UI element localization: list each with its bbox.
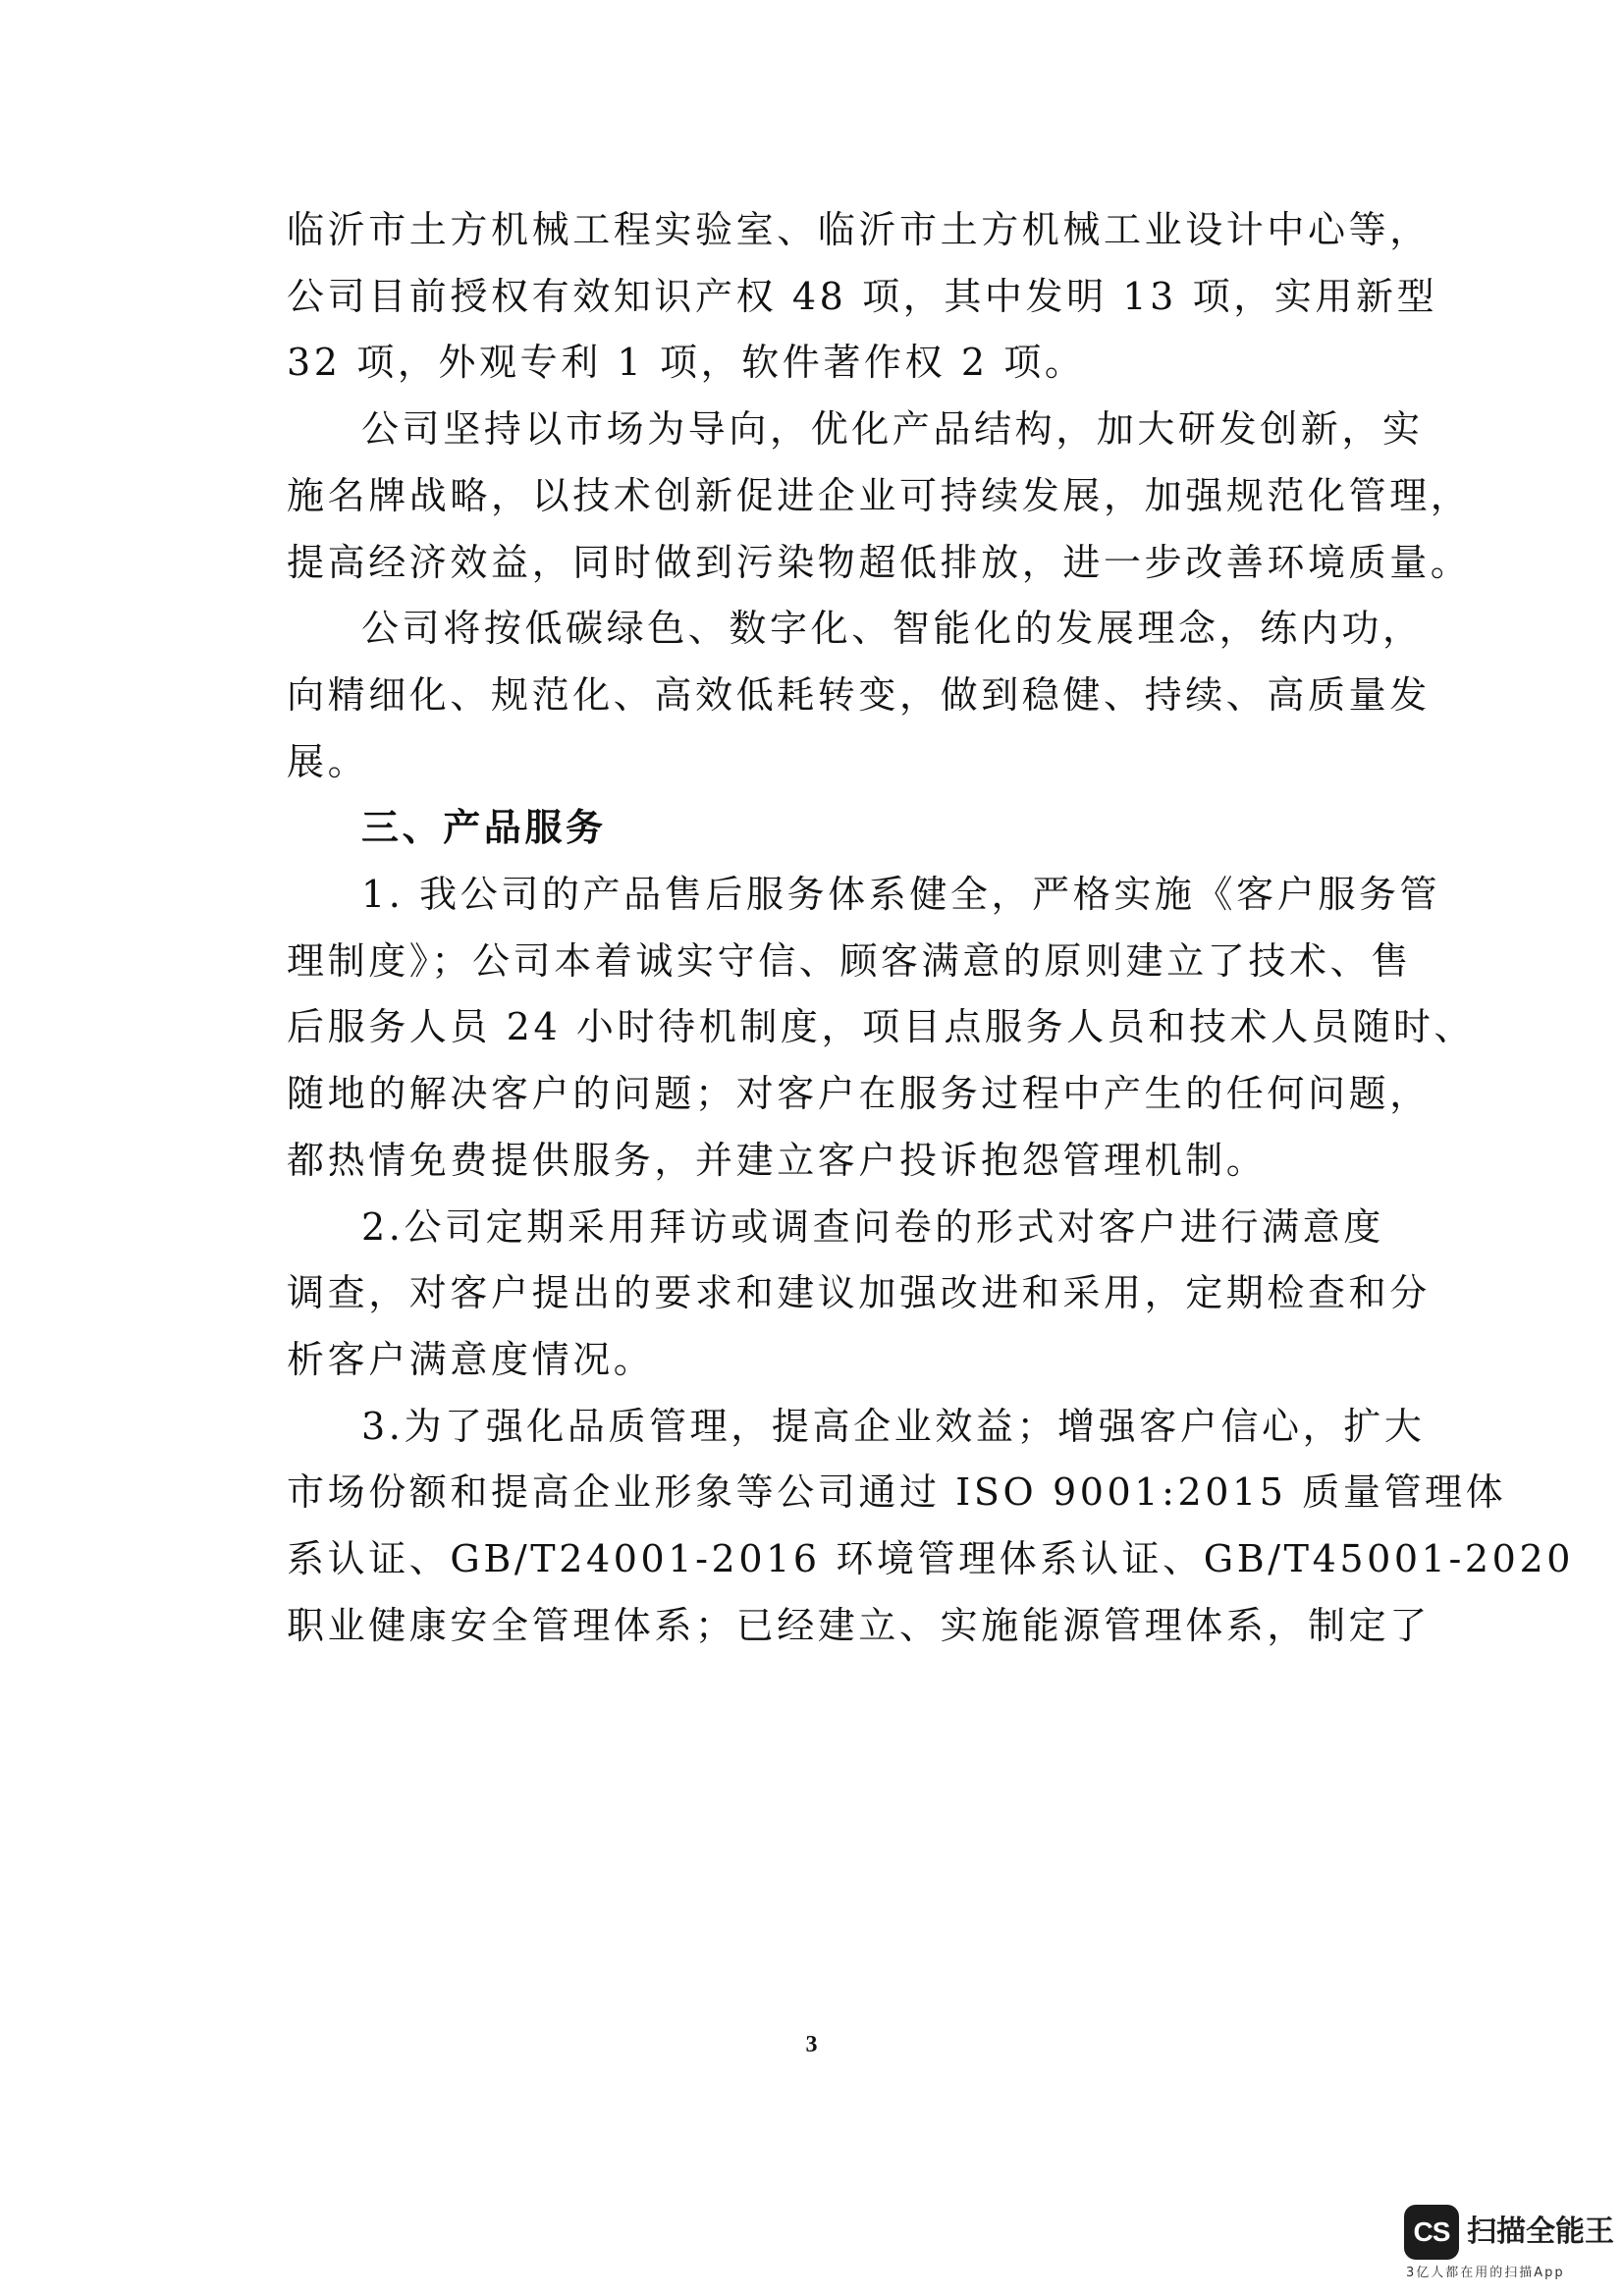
text-line: 2.公司定期采用拜访或调查问卷的形式对客户进行满意度 (361, 1205, 1384, 1249)
text-line: 理制度》；公司本着诚实守信、顾客满意的原则建立了技术、售 (287, 939, 1412, 983)
text-line: 市场份额和提高企业形象等公司通过 ISO 9001:2015 质量管理体 (287, 1470, 1507, 1514)
text-line: 都热情免费提供服务，并建立客户投诉抱怨管理机制。 (287, 1139, 1268, 1182)
text-line: 施名牌战略，以技术创新促进企业可持续发展，加强规范化管理， (287, 474, 1472, 517)
watermark-tagline: 3亿人都在用的扫描App (1406, 2266, 1565, 2280)
page-number: 3 (805, 2032, 818, 2057)
text-line: 公司将按低碳绿色、数字化、智能化的发展理念，练内功， (361, 607, 1424, 650)
text-line: 调查，对客户提出的要求和建议加强改进和采用，定期检查和分 (287, 1271, 1431, 1314)
camscanner-logo-icon: CS (1404, 2205, 1459, 2260)
section-heading: 三、产品服务 (361, 805, 607, 849)
text-line: 提高经济效益，同时做到污染物超低排放，进一步改善环境质量。 (287, 541, 1472, 584)
text-line: 1. 我公司的产品售后服务体系健全，严格实施《客户服务管 (361, 873, 1441, 916)
text-line: 随地的解决客户的问题；对客户在服务过程中产生的任何问题， (287, 1072, 1431, 1115)
text-line: 析客户满意度情况。 (287, 1338, 655, 1381)
text-line: 公司目前授权有效知识产权 48 项，其中发明 13 项，实用新型 (287, 275, 1438, 318)
scanner-watermark (1392, 2205, 1614, 2283)
text-line: 系认证、GB/T24001-2016 环境管理体系认证、GB/T45001-2020 (287, 1537, 1574, 1580)
text-line: 向精细化、规范化、高效低耗转变，做到稳健、持续、高质量发 (287, 673, 1431, 717)
text-line: 临沂市土方机械工程实验室、临沂市土方机械工业设计中心等， (287, 208, 1431, 251)
text-line: 32 项，外观专利 1 项，软件著作权 2 项。 (287, 341, 1086, 384)
text-line: 3.为了强化品质管理，提高企业效益；增强客户信心，扩大 (361, 1405, 1426, 1448)
text-line: 公司坚持以市场为导向，优化产品结构，加大研发创新，实 (361, 407, 1424, 451)
text-line: 展。 (287, 740, 369, 783)
text-line: 职业健康安全管理体系；已经建立、实施能源管理体系，制定了 (287, 1604, 1431, 1647)
watermark-title: 扫描全能王 (1467, 2215, 1614, 2249)
text-line: 后服务人员 24 小时待机制度，项目点服务人员和技术人员随时、 (287, 1005, 1476, 1048)
